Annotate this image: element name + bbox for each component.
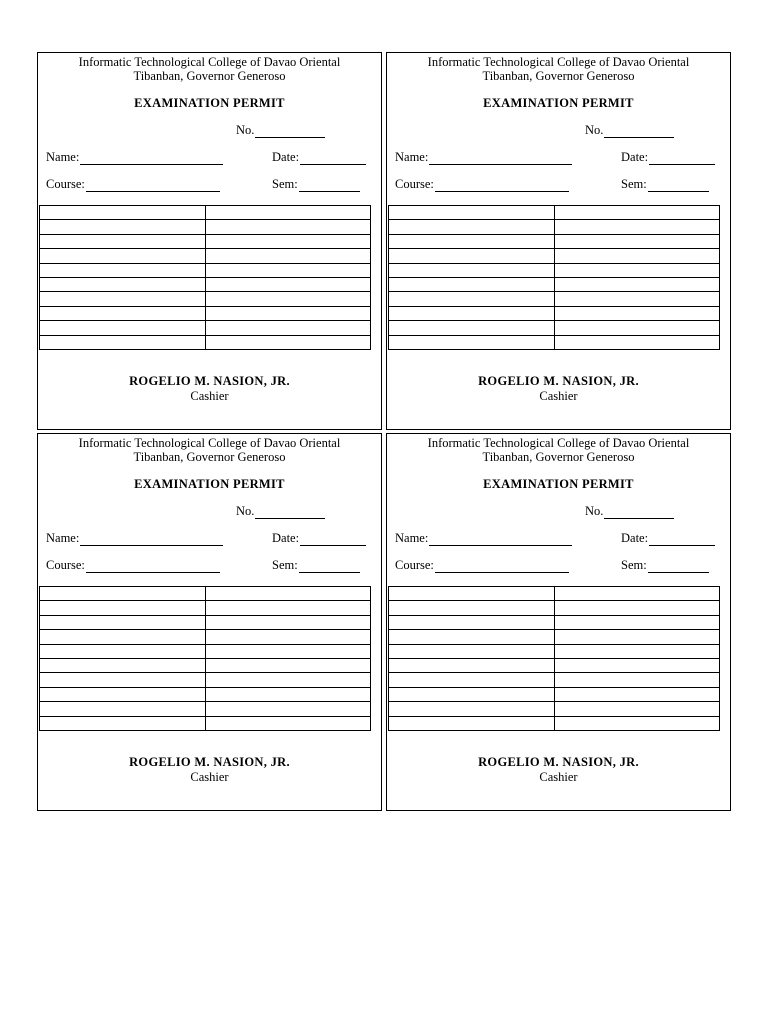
subject-cell[interactable] [389,292,555,306]
course-field [46,177,220,192]
subject-cell[interactable] [40,277,206,291]
school-header [387,436,730,464]
permit-table-row [389,292,720,306]
name-label: Name: [46,531,80,545]
signer-role: Cashier [190,770,229,784]
signature-cell[interactable] [205,220,370,234]
subject-cell[interactable] [389,658,555,672]
subject-cell[interactable] [40,702,206,716]
permit-table-row [389,658,720,672]
course-field [46,558,220,573]
permit-table-row [40,321,371,335]
signature-cell[interactable] [205,277,370,291]
signature-cell[interactable] [554,277,719,291]
permit-table-row [389,234,720,248]
signer-name: ROGELIO M. NASION, JR. [478,374,639,388]
date-label: Date: [621,531,649,545]
school-address: Tibanban, Governor Generoso [482,69,635,83]
course-blank[interactable] [435,562,569,573]
permit-number-blank[interactable] [604,127,674,138]
permit-table-row [40,249,371,263]
date-field [621,531,715,546]
permit-table-row [40,263,371,277]
subject-cell[interactable] [389,249,555,263]
signer-name: ROGELIO M. NASION, JR. [478,755,639,769]
permit-table-row [389,644,720,658]
sem-label: Sem: [272,177,298,191]
subject-cell[interactable] [40,321,206,335]
course-field [395,177,569,192]
signature-cell[interactable] [205,263,370,277]
permit-table-row [40,206,371,220]
permit-table-row [389,220,720,234]
school-address: Tibanban, Governor Generoso [133,450,286,464]
subject-cell[interactable] [40,234,206,248]
sem-label: Sem: [621,558,647,572]
permit-table-row [40,687,371,701]
signer-role: Cashier [539,389,578,403]
subject-cell[interactable] [389,321,555,335]
subject-cell[interactable] [389,601,555,615]
permit-number-field [585,504,674,519]
name-blank[interactable] [429,154,572,165]
permit-number-label: No. [585,123,604,137]
signature-cell[interactable] [554,587,719,601]
subject-cell[interactable] [389,587,555,601]
permit-table-row [389,306,720,320]
subject-cell[interactable] [389,687,555,701]
name-blank[interactable] [80,535,223,546]
course-blank[interactable] [435,181,569,192]
permit-number-field [585,123,674,138]
subjects-table [39,205,371,350]
sem-field [621,177,709,192]
date-blank[interactable] [649,535,715,546]
signature-cell[interactable] [205,306,370,320]
subject-cell[interactable] [40,249,206,263]
permit-table-row [389,249,720,263]
permit-number-blank[interactable] [255,127,325,138]
signature-cell[interactable] [205,615,370,629]
signature-cell[interactable] [205,206,370,220]
signature-cell[interactable] [554,615,719,629]
signature-cell[interactable] [554,702,719,716]
subject-cell[interactable] [40,630,206,644]
subject-cell[interactable] [389,630,555,644]
signature-cell[interactable] [554,658,719,672]
school-name: Informatic Technological College of Davao Oriental [427,436,690,450]
date-field [272,531,366,546]
signature-cell[interactable] [205,601,370,615]
signature-cell[interactable] [554,263,719,277]
school-name: Informatic Technological College of Davao Oriental [78,436,341,450]
permit-title: EXAMINATION PERMIT [483,96,634,110]
subject-cell[interactable] [40,263,206,277]
permit-number-field [236,504,325,519]
subject-cell[interactable] [389,220,555,234]
date-label: Date: [272,150,300,164]
sem-blank[interactable] [648,562,709,573]
course-label: Course: [46,558,85,572]
subject-cell[interactable] [40,601,206,615]
signature-cell[interactable] [205,335,370,349]
name-label: Name: [46,150,80,164]
sem-blank[interactable] [299,562,360,573]
permit-table-row [389,321,720,335]
permit-number-label: No. [236,504,255,518]
signature-cell[interactable] [205,716,370,730]
permit-table-row [40,220,371,234]
examination-permit-card [37,52,382,430]
subject-cell[interactable] [40,716,206,730]
permit-table-row [389,687,720,701]
permit-table-row [40,702,371,716]
date-blank[interactable] [649,154,715,165]
school-name: Informatic Technological College of Davao Oriental [427,55,690,69]
signature-cell[interactable] [205,658,370,672]
permit-table-row [40,292,371,306]
subject-cell[interactable] [40,673,206,687]
date-field [621,150,715,165]
signature-cell[interactable] [205,234,370,248]
permit-table-row [40,306,371,320]
name-field [46,150,223,165]
permit-number-label: No. [585,504,604,518]
subject-cell[interactable] [389,615,555,629]
subject-cell[interactable] [40,587,206,601]
sem-label: Sem: [621,177,647,191]
subjects-table [388,205,720,350]
subject-cell[interactable] [40,687,206,701]
subject-cell[interactable] [40,220,206,234]
examination-permit-card [37,433,382,811]
school-header [38,55,381,83]
permit-table-row [389,630,720,644]
signature-cell[interactable] [554,673,719,687]
course-label: Course: [46,177,85,191]
signature-cell[interactable] [554,335,719,349]
subject-cell[interactable] [389,673,555,687]
name-blank[interactable] [80,154,223,165]
permit-table-row [389,587,720,601]
subject-cell[interactable] [40,615,206,629]
subject-cell[interactable] [40,644,206,658]
permit-number-label: No. [236,123,255,137]
signature-cell[interactable] [205,249,370,263]
signature-cell[interactable] [554,601,719,615]
permit-table-row [40,630,371,644]
sem-field [621,558,709,573]
signer-name: ROGELIO M. NASION, JR. [129,755,290,769]
school-header [38,436,381,464]
signature-cell[interactable] [205,292,370,306]
permit-number-field [236,123,325,138]
name-field [395,531,572,546]
permit-table-row [389,263,720,277]
permit-table-row [40,716,371,730]
signature-cell[interactable] [554,249,719,263]
subject-cell[interactable] [389,644,555,658]
subjects-table [388,586,720,731]
sem-label: Sem: [272,558,298,572]
name-field [395,150,572,165]
permit-title: EXAMINATION PERMIT [134,96,285,110]
date-label: Date: [272,531,300,545]
date-blank[interactable] [300,535,366,546]
course-label: Course: [395,558,434,572]
signer-role: Cashier [190,389,229,403]
permit-table-row [40,277,371,291]
signature-cell[interactable] [554,321,719,335]
permit-table-row [40,658,371,672]
subject-cell[interactable] [40,658,206,672]
signature-cell[interactable] [205,673,370,687]
subject-cell[interactable] [389,335,555,349]
permit-table-row [40,587,371,601]
subject-cell[interactable] [389,716,555,730]
signature-cell[interactable] [205,630,370,644]
course-label: Course: [395,177,434,191]
permit-table-row [389,673,720,687]
name-label: Name: [395,531,429,545]
permit-table-row [40,601,371,615]
course-blank[interactable] [86,181,220,192]
subject-cell[interactable] [389,702,555,716]
signature-cell[interactable] [554,630,719,644]
permit-table-row [40,615,371,629]
subject-cell[interactable] [389,263,555,277]
subject-cell[interactable] [389,277,555,291]
permit-title: EXAMINATION PERMIT [483,477,634,491]
course-blank[interactable] [86,562,220,573]
sem-blank[interactable] [299,181,360,192]
signature-cell[interactable] [554,234,719,248]
subjects-table [39,586,371,731]
signature-cell[interactable] [554,292,719,306]
permit-table-row [389,615,720,629]
permit-table-row [40,673,371,687]
permit-title: EXAMINATION PERMIT [134,477,285,491]
signature-cell[interactable] [205,644,370,658]
subject-cell[interactable] [389,206,555,220]
signature-cell[interactable] [205,702,370,716]
subject-cell[interactable] [389,234,555,248]
signature-cell[interactable] [554,206,719,220]
name-label: Name: [395,150,429,164]
permit-number-blank[interactable] [255,508,325,519]
signer-name: ROGELIO M. NASION, JR. [129,374,290,388]
school-name: Informatic Technological College of Davao Oriental [78,55,341,69]
examination-permit-card [386,52,731,430]
name-field [46,531,223,546]
signature-cell[interactable] [554,306,719,320]
permit-table-row [389,335,720,349]
date-label: Date: [621,150,649,164]
sem-blank[interactable] [648,181,709,192]
sem-field [272,558,360,573]
permit-table-row [40,335,371,349]
permit-table-row [389,277,720,291]
signer-role: Cashier [539,770,578,784]
subject-cell[interactable] [40,335,206,349]
school-address: Tibanban, Governor Generoso [133,69,286,83]
school-address: Tibanban, Governor Generoso [482,450,635,464]
signature-cell[interactable] [205,687,370,701]
signature-cell[interactable] [554,716,719,730]
date-field [272,150,366,165]
signature-cell[interactable] [205,587,370,601]
signature-cell[interactable] [205,321,370,335]
course-field [395,558,569,573]
permit-number-blank[interactable] [604,508,674,519]
signature-cell[interactable] [554,220,719,234]
permit-table-row [389,716,720,730]
signature-cell[interactable] [554,687,719,701]
permit-table-row [389,702,720,716]
signature-cell[interactable] [554,644,719,658]
school-header [387,55,730,83]
permit-table-row [40,234,371,248]
sem-field [272,177,360,192]
subject-cell[interactable] [40,206,206,220]
permit-table-row [40,644,371,658]
permit-table-row [389,601,720,615]
permit-table-row [389,206,720,220]
subject-cell[interactable] [389,306,555,320]
subject-cell[interactable] [40,306,206,320]
date-blank[interactable] [300,154,366,165]
examination-permit-card [386,433,731,811]
subject-cell[interactable] [40,292,206,306]
name-blank[interactable] [429,535,572,546]
